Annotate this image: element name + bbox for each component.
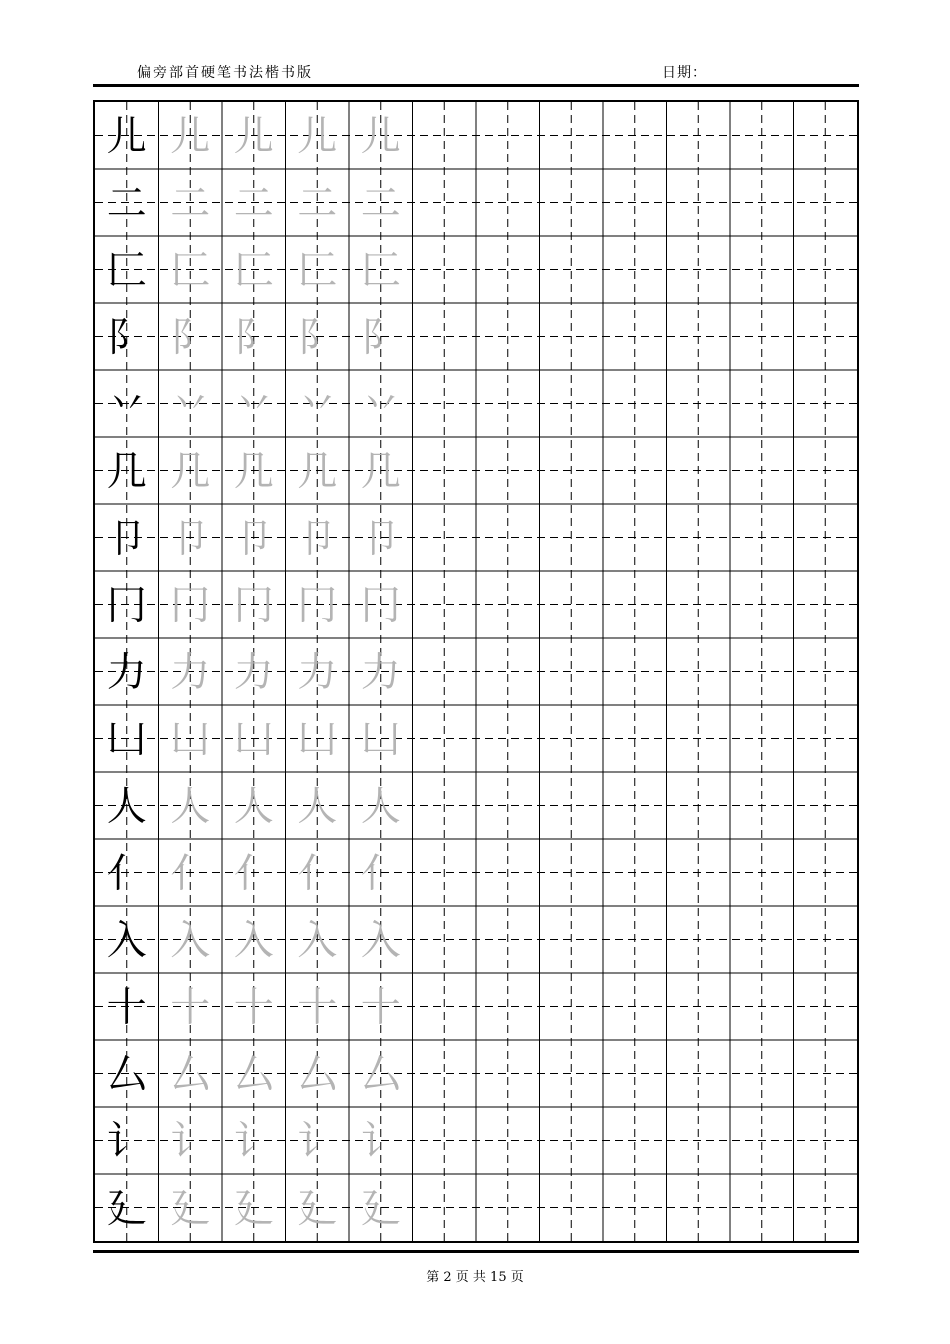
trace-character: 入 (170, 917, 211, 964)
trace-character: 匚 (170, 247, 211, 294)
trace-character: 匚 (297, 247, 338, 294)
trace-character: 亻 (233, 850, 274, 897)
model-character: 十 (106, 984, 147, 1031)
trace-character: 十 (360, 984, 401, 1031)
trace-character: 儿 (233, 113, 274, 160)
model-character: 儿 (106, 113, 147, 160)
trace-character: 二 (233, 180, 274, 227)
trace-character: 亻 (297, 850, 338, 897)
trace-character: 厶 (360, 1051, 401, 1098)
trace-character: 冂 (233, 582, 274, 629)
trace-character: 丷 (170, 381, 211, 428)
trace-character: 冂 (297, 582, 338, 629)
trace-character: 厶 (297, 1051, 338, 1098)
trace-character: 凵 (360, 716, 401, 763)
trace-character: 凵 (297, 716, 338, 763)
trace-character: 几 (170, 448, 211, 495)
trace-character: 力 (360, 649, 401, 696)
trace-character: 丷 (233, 381, 274, 428)
trace-character: 人 (297, 783, 338, 830)
trace-character: 儿 (360, 113, 401, 160)
trace-character: 力 (297, 649, 338, 696)
trace-character: 廴 (297, 1185, 338, 1232)
trace-character: 讠 (297, 1118, 338, 1165)
trace-character: 人 (233, 783, 274, 830)
model-character: 二 (106, 180, 147, 227)
model-character: 匚 (106, 247, 147, 294)
practice-grid (95, 102, 857, 1241)
page-number: 第 2 页 共 15 页 (426, 1270, 524, 1285)
trace-character: 人 (170, 783, 211, 830)
model-character: 讠 (106, 1118, 147, 1165)
trace-character: 几 (360, 448, 401, 495)
trace-character: 力 (170, 649, 211, 696)
trace-character: 卩 (170, 515, 211, 562)
model-character: 力 (106, 649, 147, 696)
model-character: 入 (106, 917, 147, 964)
trace-character: 十 (233, 984, 274, 1031)
trace-character: 二 (297, 180, 338, 227)
header-rule (93, 84, 859, 87)
trace-character: 亻 (170, 850, 211, 897)
model-character: 阝 (106, 314, 147, 361)
trace-character: 匚 (233, 247, 274, 294)
trace-character: 丷 (360, 381, 401, 428)
trace-character: 阝 (170, 314, 211, 361)
trace-character: 厶 (170, 1051, 211, 1098)
trace-character: 匚 (360, 247, 401, 294)
model-character: 凵 (106, 716, 147, 763)
trace-character: 厶 (233, 1051, 274, 1098)
trace-character: 十 (170, 984, 211, 1031)
trace-character: 廴 (170, 1185, 211, 1232)
trace-character: 入 (233, 917, 274, 964)
trace-character: 几 (233, 448, 274, 495)
model-character: 人 (106, 783, 147, 830)
trace-character: 人 (360, 783, 401, 830)
trace-character: 卩 (297, 515, 338, 562)
trace-character: 二 (170, 180, 211, 227)
trace-character: 儿 (170, 113, 211, 160)
trace-character: 力 (233, 649, 274, 696)
trace-character: 入 (360, 917, 401, 964)
model-character: 几 (106, 448, 147, 495)
trace-character: 几 (297, 448, 338, 495)
model-character: 冂 (106, 582, 147, 629)
footer-rule (93, 1250, 859, 1253)
trace-character: 廴 (360, 1185, 401, 1232)
model-character: 卩 (106, 515, 147, 562)
model-character: 厶 (106, 1051, 147, 1098)
trace-character: 冂 (360, 582, 401, 629)
trace-character: 讠 (233, 1118, 274, 1165)
model-character: 丷 (106, 381, 147, 428)
trace-character: 阝 (360, 314, 401, 361)
date-label: 日期： (662, 65, 707, 81)
trace-character: 入 (297, 917, 338, 964)
trace-character: 卩 (233, 515, 274, 562)
trace-character: 廴 (233, 1185, 274, 1232)
trace-character: 凵 (170, 716, 211, 763)
model-character: 廴 (106, 1185, 147, 1232)
trace-character: 卩 (360, 515, 401, 562)
trace-character: 十 (297, 984, 338, 1031)
trace-character: 儿 (297, 113, 338, 160)
header-title: 偏旁部首硬笔书法楷书版 (137, 65, 313, 81)
trace-character: 亻 (360, 850, 401, 897)
trace-character: 阝 (233, 314, 274, 361)
model-character: 亻 (106, 850, 147, 897)
trace-character: 丷 (297, 381, 338, 428)
trace-character: 阝 (297, 314, 338, 361)
trace-character: 二 (360, 180, 401, 227)
trace-character: 冂 (170, 582, 211, 629)
trace-character: 讠 (360, 1118, 401, 1165)
trace-character: 凵 (233, 716, 274, 763)
trace-character: 讠 (170, 1118, 211, 1165)
